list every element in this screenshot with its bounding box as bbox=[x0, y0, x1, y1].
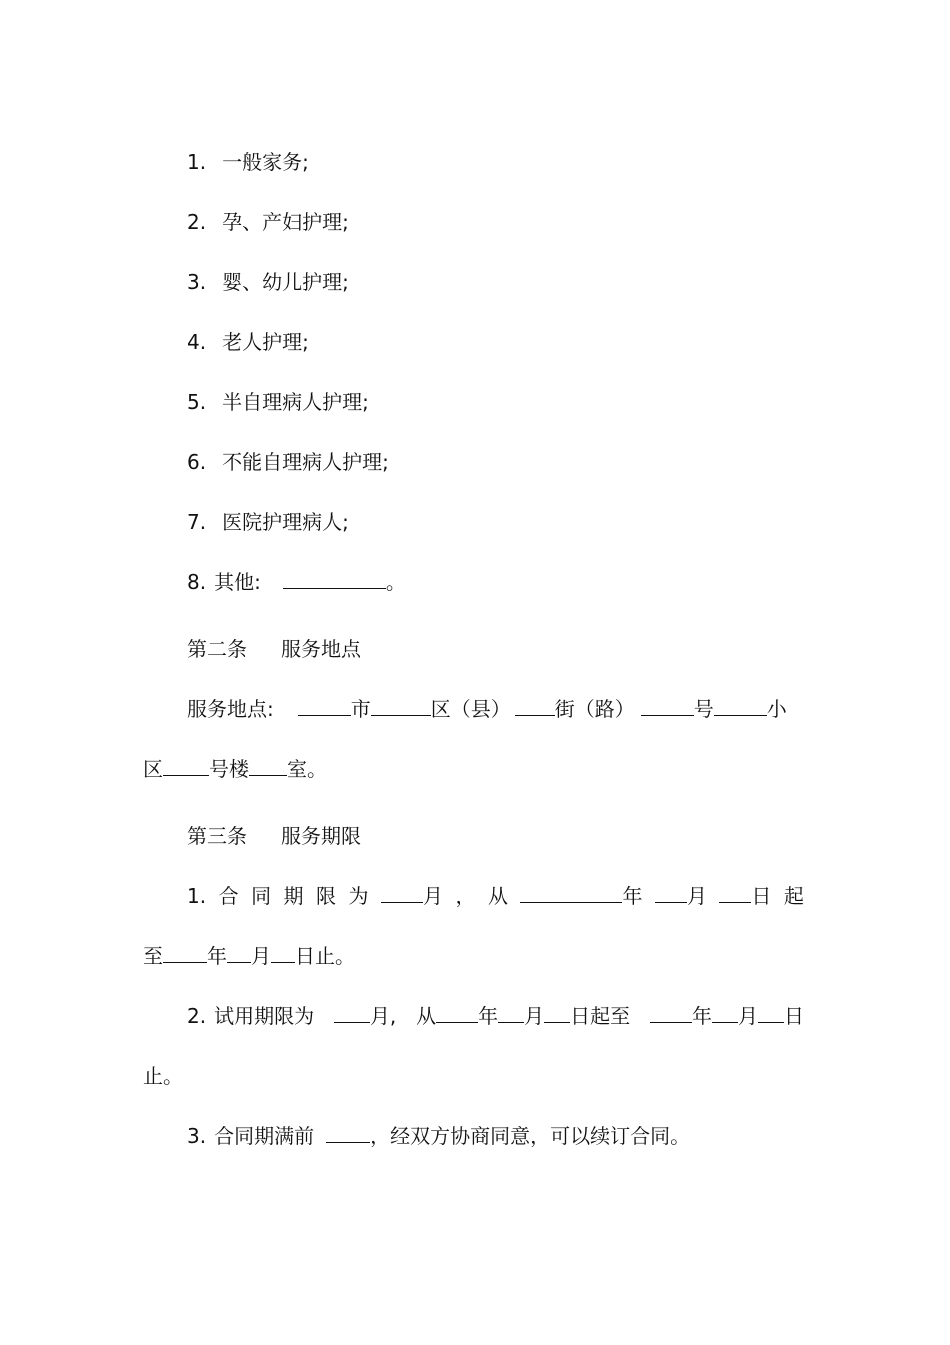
item-number: 3. bbox=[187, 270, 207, 294]
item-number: 4. bbox=[187, 330, 207, 354]
list-item bbox=[187, 147, 309, 177]
list-item-other bbox=[187, 567, 406, 597]
fill-blank[interactable] bbox=[326, 1123, 370, 1143]
district-text: 区（县） bbox=[430, 697, 511, 721]
item-number: 7. bbox=[187, 510, 207, 534]
end-text: 日止。 bbox=[295, 944, 355, 968]
list-item bbox=[187, 387, 369, 417]
article-3-heading bbox=[187, 821, 361, 851]
fill-blank[interactable] bbox=[163, 943, 207, 963]
service-location-line bbox=[187, 694, 787, 724]
clause-char: 同 bbox=[251, 884, 272, 908]
fill-blank[interactable] bbox=[544, 1003, 570, 1023]
month-text: 月 bbox=[686, 884, 707, 908]
year-text: 年 bbox=[478, 1004, 499, 1028]
article-title: 服务期限 bbox=[281, 824, 361, 848]
year-text: 年 bbox=[691, 1004, 712, 1028]
other-label: 其他: bbox=[214, 570, 261, 594]
clause-char: 期 bbox=[283, 884, 304, 908]
item-text: 老人护理; bbox=[222, 330, 309, 354]
fill-blank[interactable] bbox=[650, 1003, 692, 1023]
day-text: 日 bbox=[783, 1004, 804, 1028]
day-to-text: 日起至 bbox=[570, 1004, 631, 1028]
clause-1-line-2 bbox=[143, 941, 355, 971]
month-text: 月, bbox=[369, 1004, 397, 1028]
comma-text: ， bbox=[455, 884, 476, 908]
renewal-text: ，经双方协商同意，可以续订合同。 bbox=[370, 1124, 691, 1148]
building-text: 号楼 bbox=[209, 757, 249, 781]
item-number: 8. bbox=[187, 570, 207, 594]
month-text: 月 bbox=[251, 944, 271, 968]
clause-char: 限 bbox=[316, 884, 337, 908]
article-title: 服务地点 bbox=[281, 637, 361, 661]
clause-char: 为 bbox=[348, 884, 369, 908]
fill-blank[interactable] bbox=[334, 1003, 370, 1023]
trial-label: 试用期限为 bbox=[214, 1004, 315, 1028]
fill-blank[interactable] bbox=[641, 696, 694, 716]
clause-number: 2. bbox=[187, 1004, 207, 1028]
fill-blank[interactable] bbox=[515, 696, 555, 716]
item-number: 6. bbox=[187, 450, 207, 474]
fill-blank[interactable] bbox=[381, 883, 423, 903]
clause-number: 3. bbox=[187, 1124, 207, 1148]
room-text: 室。 bbox=[287, 757, 327, 781]
month-text: 月 bbox=[737, 1004, 758, 1028]
from-text: 从 bbox=[416, 1004, 437, 1028]
fill-blank[interactable] bbox=[271, 943, 295, 963]
item-text: 孕、产妇护理; bbox=[222, 210, 349, 234]
fill-blank[interactable] bbox=[520, 883, 622, 903]
article-number: 第二条 bbox=[187, 637, 247, 661]
day-text: 日 bbox=[751, 884, 772, 908]
qu-text: 区 bbox=[143, 757, 163, 781]
to-text: 至 bbox=[143, 944, 163, 968]
clause-2-line-1 bbox=[187, 1001, 804, 1031]
item-text: 医院护理病人; bbox=[222, 510, 349, 534]
list-item bbox=[187, 507, 349, 537]
item-number: 5. bbox=[187, 390, 207, 414]
month-text: 月 bbox=[423, 884, 443, 908]
fill-blank[interactable] bbox=[436, 1003, 478, 1023]
fill-blank[interactable] bbox=[298, 696, 351, 716]
qi-text: 起 bbox=[783, 884, 804, 908]
clause-1-line-1 bbox=[187, 881, 804, 911]
service-location-line-2 bbox=[143, 754, 327, 784]
end-text: 止。 bbox=[143, 1064, 183, 1088]
number-text: 号 bbox=[693, 697, 714, 721]
fill-blank[interactable] bbox=[227, 943, 251, 963]
fill-blank[interactable] bbox=[249, 756, 287, 776]
fill-blank[interactable] bbox=[371, 696, 431, 716]
item-text: 半自理病人护理; bbox=[222, 390, 369, 414]
item-text: 不能自理病人护理; bbox=[222, 450, 389, 474]
clause-3 bbox=[187, 1121, 690, 1151]
fill-blank[interactable] bbox=[712, 1003, 738, 1023]
fill-blank[interactable] bbox=[498, 1003, 524, 1023]
list-item bbox=[187, 207, 349, 237]
xiao-text: 小 bbox=[766, 697, 787, 721]
article-2-heading bbox=[187, 634, 361, 664]
list-item bbox=[187, 327, 309, 357]
city-text: 市 bbox=[350, 697, 371, 721]
fill-blank[interactable] bbox=[283, 569, 386, 589]
list-item bbox=[187, 267, 349, 297]
fill-blank[interactable] bbox=[714, 696, 767, 716]
clause-2-line-2 bbox=[143, 1061, 183, 1091]
year-text: 年 bbox=[207, 944, 227, 968]
clause-number: 1. bbox=[187, 884, 207, 908]
other-end: 。 bbox=[385, 570, 406, 594]
fill-blank[interactable] bbox=[163, 756, 209, 776]
month-text: 月 bbox=[524, 1004, 545, 1028]
item-text: 婴、幼儿护理; bbox=[222, 270, 349, 294]
fill-blank[interactable] bbox=[655, 883, 687, 903]
item-number: 1. bbox=[187, 150, 207, 174]
year-text: 年 bbox=[622, 884, 643, 908]
fill-blank[interactable] bbox=[758, 1003, 784, 1023]
street-text: 街（路） bbox=[554, 697, 635, 721]
item-number: 2. bbox=[187, 210, 207, 234]
renewal-label: 合同期满前 bbox=[214, 1124, 315, 1148]
item-text: 一般家务; bbox=[222, 150, 309, 174]
article-number: 第三条 bbox=[187, 824, 247, 848]
fill-blank[interactable] bbox=[719, 883, 751, 903]
location-label: 服务地点: bbox=[187, 697, 274, 721]
list-item bbox=[187, 447, 389, 477]
clause-char: 合 bbox=[218, 884, 239, 908]
from-text: 从 bbox=[487, 884, 508, 908]
